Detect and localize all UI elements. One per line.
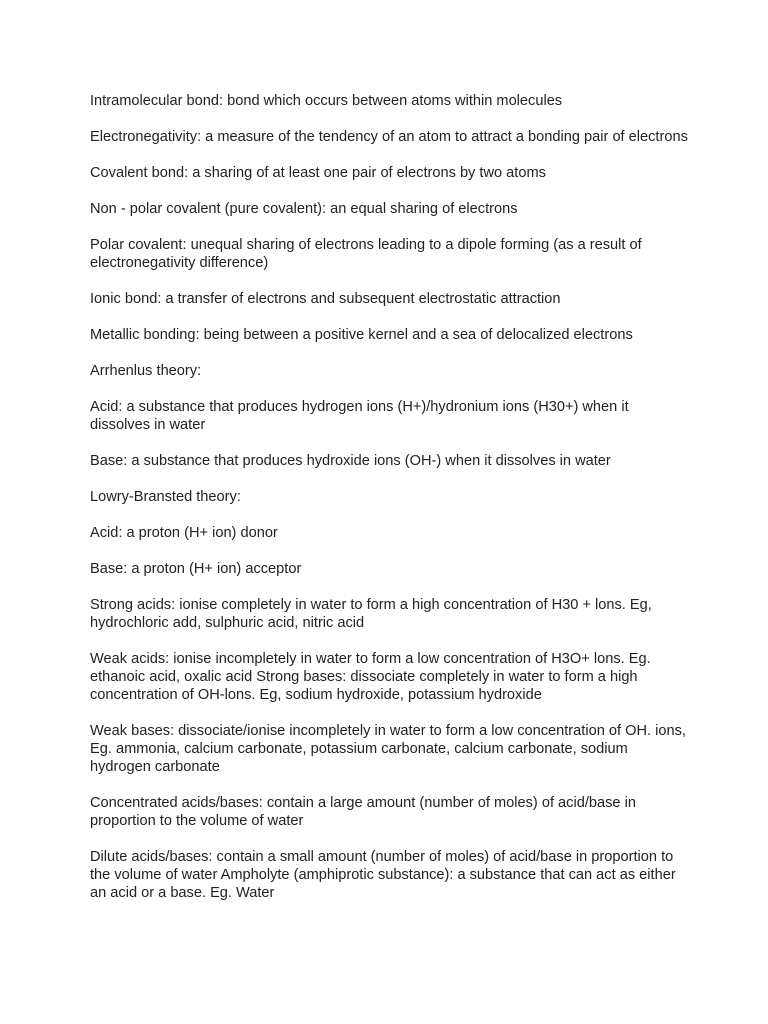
heading-arrhenius-theory: Arrhenlus theory:	[90, 363, 202, 379]
paragraph-polar-covalent: Polar covalent: unequal sharing of electrons leading to a dipole forming (as a result of electronegativity difference)	[90, 237, 642, 271]
paragraph-arrhenius-base: Base: a substance that produces hydroxide ions (OH-) when it dissolves in water	[90, 453, 611, 469]
paragraph-non-polar-covalent: Non - polar covalent (pure covalent): an equal sharing of electrons	[90, 201, 518, 217]
document-body	[90, 92, 690, 920]
paragraph-lowry-acid: Acid: a proton (H+ ion) donor	[90, 525, 278, 541]
paragraph-intramolecular-bond: Intramolecular bond: bond which occurs between atoms within molecules	[90, 93, 563, 109]
paragraph-strong-acids: Strong acids: ionise completely in water to form a high concentration of H30 + lons. Eg, hydrochloric add, sulphuric acid, nitric acid	[90, 597, 652, 631]
paragraph-weak-acids-strong-bases: Weak acids: ionise incompletely in water to form a low concentration of H3O+ lons. Eg. ethanoic acid, oxalic acid Strong bases: dissociate completely in water to form a high concentration of OH-lons. Eg, sodium hydroxide, potassium hydroxide	[90, 651, 651, 703]
paragraph-concentrated: Concentrated acids/bases: contain a large amount (number of moles) of acid/base in proportion to the volume of water	[90, 795, 636, 829]
paragraph-ionic-bond: Ionic bond: a transfer of electrons and subsequent electrostatic attraction	[90, 291, 561, 307]
heading-lowry-bronsted-theory: Lowry-Bransted theory:	[90, 489, 241, 505]
paragraph-arrhenius-acid: Acid: a substance that produces hydrogen ions (H+)/hydronium ions (H30+) when it dissolves in water	[90, 399, 629, 433]
paragraph-weak-bases: Weak bases: dissociate/ionise incompletely in water to form a low concentration of OH. ions, Eg. ammonia, calcium carbonate, potassium carbonate, calcium carbonate, sodium hydrogen carbonate	[90, 723, 686, 775]
paragraph-covalent-bond: Covalent bond: a sharing of at least one pair of electrons by two atoms	[90, 165, 546, 181]
paragraph-electronegativity: Electronegativity: a measure of the tendency of an atom to attract a bonding pair of electrons	[90, 129, 688, 145]
paragraph-metallic-bonding: Metallic bonding: being between a positive kernel and a sea of delocalized electrons	[90, 327, 633, 343]
paragraph-lowry-base: Base: a proton (H+ ion) acceptor	[90, 561, 302, 577]
paragraph-dilute-ampholyte: Dilute acids/bases: contain a small amount (number of moles) of acid/base in proportion to the volume of water Ampholyte (amphiprotic substance): a substance that can act as either an acid or a base. Eg. Water	[90, 849, 676, 901]
